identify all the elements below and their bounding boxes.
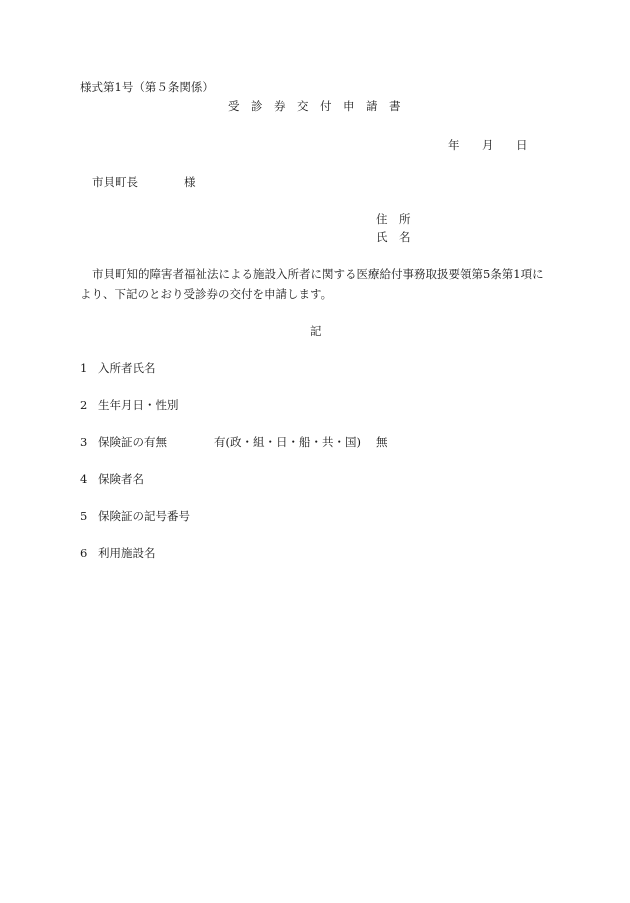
addressee-honorific: 様 (184, 175, 196, 189)
list-item (80, 472, 144, 486)
form-number: 様式第1号（第５条関係） (80, 80, 214, 94)
item-number: 4 (80, 472, 88, 486)
date-month: 月 (482, 138, 494, 152)
document-title: 受 診 券 交 付 申 請 書 (228, 99, 401, 113)
date-day: 日 (516, 138, 528, 152)
applicant-address-label: 住 所 (376, 212, 411, 226)
item-number: 1 (80, 361, 88, 375)
item-number: 6 (80, 546, 88, 560)
insurance-option-no: 無 (376, 435, 388, 449)
item-label: 保険者名 (98, 472, 144, 486)
item-label: 生年月日・性別 (98, 398, 179, 412)
list-item (80, 435, 167, 449)
addressee-name: 市貝町長 (92, 175, 138, 189)
list-item (80, 509, 190, 523)
list-item (80, 361, 156, 375)
insurance-option-yes: 有(政・組・日・船・共・国) (214, 435, 361, 449)
applicant-name-label: 氏 名 (376, 230, 411, 244)
body-line-2: より、下記のとおり受診券の交付を申請します。 (80, 287, 333, 301)
item-label: 保険証の有無 (98, 435, 167, 449)
item-number: 3 (80, 435, 88, 449)
item-label: 保険証の記号番号 (98, 509, 190, 523)
ki-heading: 記 (310, 324, 322, 338)
item-number: 5 (80, 509, 88, 523)
item-label: 入所者氏名 (98, 361, 156, 375)
item-label: 利用施設名 (98, 546, 156, 560)
list-item (80, 546, 156, 560)
item-number: 2 (80, 398, 88, 412)
date-year: 年 (448, 138, 460, 152)
body-line-1: 市貝町知的障害者福祉法による施設入所者に関する医療給付事務取扱要領第5条第1項に (92, 267, 544, 281)
list-item (80, 398, 179, 412)
